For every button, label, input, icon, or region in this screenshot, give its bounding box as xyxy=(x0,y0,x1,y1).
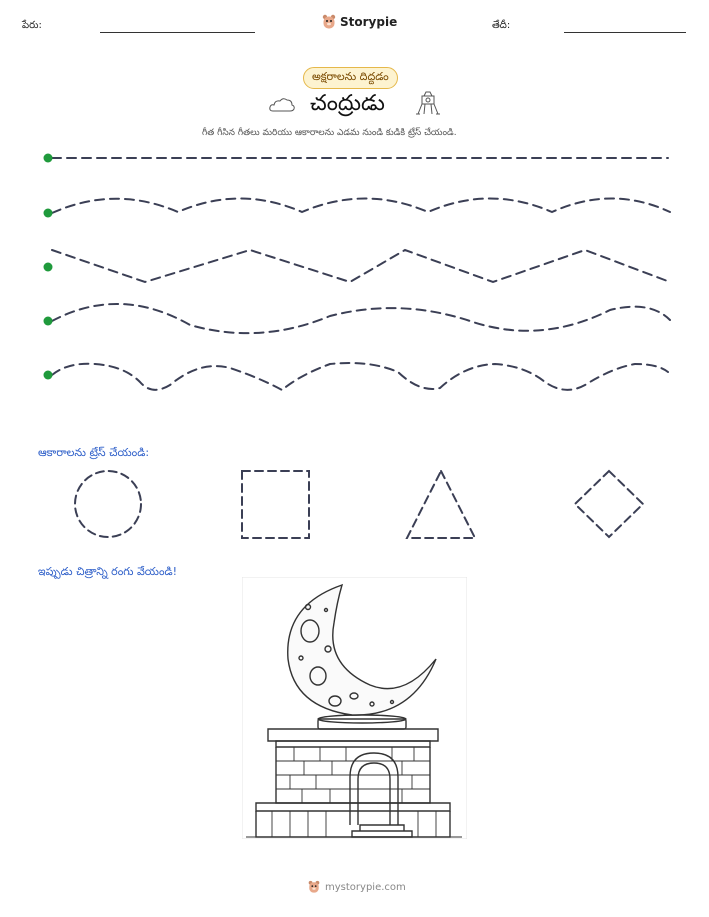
trace-line-wave-2 xyxy=(52,304,670,333)
name-label: పేరు: xyxy=(22,20,42,31)
start-dot xyxy=(44,263,53,272)
trace-line-wave-3 xyxy=(52,363,668,390)
storypie-bear-icon xyxy=(308,880,320,894)
trace-triangle-shape xyxy=(407,471,475,538)
shapes-section-title: ఆకారాలను ట్రేస్ చేయండి: xyxy=(38,446,150,459)
start-dot xyxy=(44,209,53,218)
trace-line-zigzag xyxy=(52,250,670,282)
footer xyxy=(308,880,406,894)
start-dot xyxy=(44,154,53,163)
trace-line-wave-1 xyxy=(52,199,670,214)
lunar-lander-icon xyxy=(414,90,442,118)
moon-on-pedestal-illustration[interactable] xyxy=(242,577,467,839)
name-line[interactable] xyxy=(100,32,255,33)
cloud-icon xyxy=(268,96,296,114)
page-title: చంద్రుడు xyxy=(310,91,385,116)
date-line[interactable] xyxy=(564,32,686,33)
trace-square-shape xyxy=(242,471,309,538)
tracing-lines-area xyxy=(0,140,709,400)
instruction-text: గీత గీసిన గీతలు మరియు ఆకారాలను ఎడమ నుండి కుడికి ట్రేస్ చేయండి. xyxy=(202,128,457,138)
trace-diamond-shape xyxy=(575,471,643,537)
brand-logo xyxy=(322,14,397,30)
brand-name: Storypie xyxy=(340,15,398,29)
footer-url[interactable]: mystorypie.com xyxy=(325,881,406,893)
date-label: తేదీ: xyxy=(492,20,511,31)
start-dot xyxy=(44,317,53,326)
trace-shapes-area xyxy=(0,465,709,545)
start-dot xyxy=(44,371,53,380)
topic-badge: అక్షరాలను దిద్దడం xyxy=(303,67,398,89)
storypie-bear-icon xyxy=(322,14,336,30)
trace-circle-shape xyxy=(75,471,141,537)
color-section-title: ఇప్పుడు చిత్రాన్ని రంగు వేయండి! xyxy=(38,565,178,578)
